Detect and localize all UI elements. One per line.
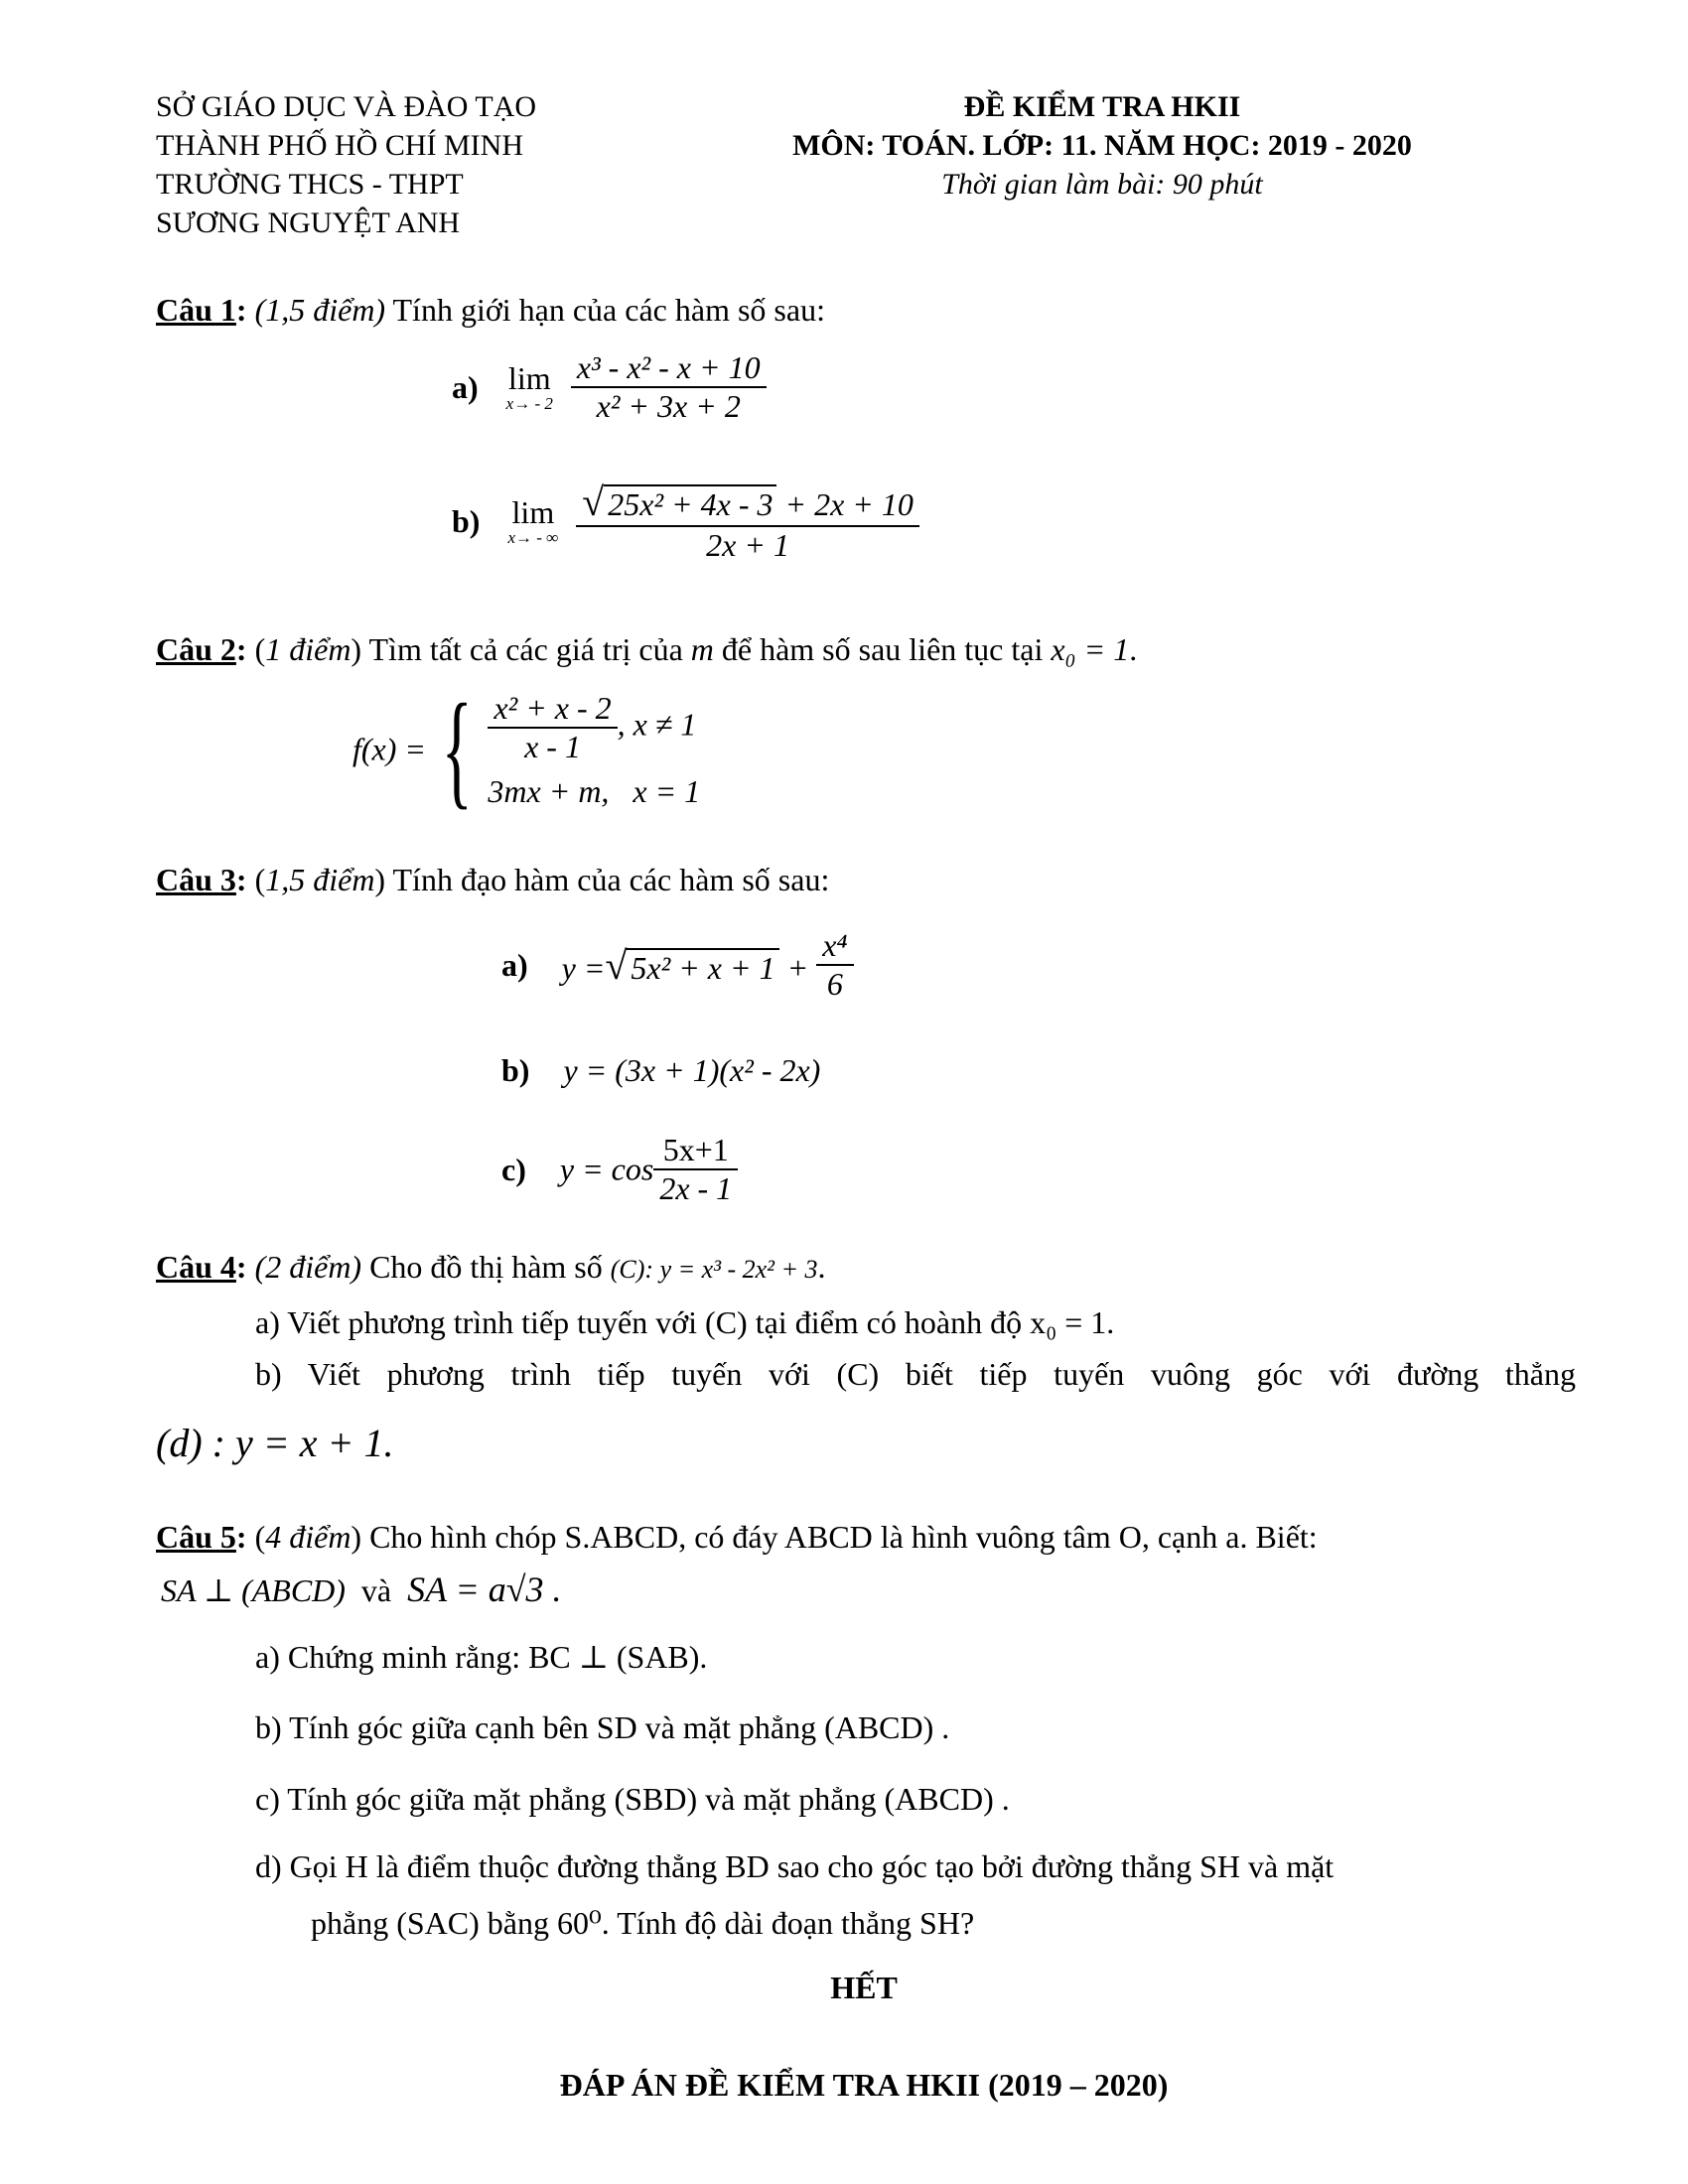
q1-b-label: b) xyxy=(452,502,481,539)
q2-case2: 3mx + m, xyxy=(488,772,610,809)
q5-given-and: và xyxy=(360,1572,392,1608)
q5-label: Câu 5 xyxy=(156,1519,236,1555)
q5-part-d-line1: d) Gọi H là điểm thuộc đường thẳng BD sao cho góc tạo bởi đường thẳng SH và mặt xyxy=(255,1848,1335,1884)
question-4: Câu 4: (2 điểm) Cho đồ thị hàm số (C): y = x³ - 2x² + 3. xyxy=(156,1249,826,1285)
q2-point: x₀ = 1 xyxy=(1051,631,1130,667)
question-5: Câu 5: (4 điểm) Cho hình chóp S.ABCD, có đáy ABCD là hình vuông tâm O, cạnh a. Biết: xyxy=(156,1519,1318,1555)
header-line-4: SƯƠNG NGUYỆT ANH xyxy=(156,206,461,239)
q5-part-a: a) Chứng minh rằng: BC ⊥ (SAB). xyxy=(255,1639,708,1675)
q1-a-denominator: x² + 3x + 2 xyxy=(571,386,767,425)
q3-a-sqrt: 5x² + x + 1 xyxy=(627,948,778,986)
question-3: Câu 3: (1,5 điểm) Tính đạo hàm của các hàm số sau: xyxy=(156,862,830,897)
q5-given xyxy=(161,1569,562,1610)
q3-part-a: a) y =√ 5x² + x + 1 + $\frac{\text{x⁴}}{6}$ xyxy=(501,927,854,1003)
q1-label: Câu 1 xyxy=(156,292,236,328)
q2-case1-fraction xyxy=(488,690,617,765)
q3-c-label: c) xyxy=(501,1151,526,1187)
q3-c-den: 2x - 1 xyxy=(653,1168,738,1207)
q3-a-frac-den: 6 xyxy=(816,964,853,1003)
q5-points: 4 điểm xyxy=(265,1519,352,1555)
q2-piecewise xyxy=(352,678,701,821)
q2-fx: f(x) = xyxy=(352,731,426,767)
exam-subject: MÔN: TOÁN. LỚP: 11. NĂM HỌC: 2019 - 2020 xyxy=(792,129,1412,162)
q1-text: Tính giới hạn của các hàm số sau: xyxy=(392,292,825,328)
q5-given-1: SA ⊥ (ABCD) xyxy=(161,1572,346,1608)
q1-a-fraction xyxy=(571,349,767,425)
q1-part-b xyxy=(452,478,919,564)
header-line-1: SỞ GIÁO DỤC VÀ ĐÀO TẠO xyxy=(156,90,537,123)
q3-text: Tính đạo hàm của các hàm số sau: xyxy=(392,862,830,897)
q4-part-a: a) Viết phương trình tiếp tuyến với (C) tại điểm có hoành độ x₀ = 1. xyxy=(255,1304,1115,1340)
q1-b-fraction: $\frac{\text{√ 25x² + 4x - 3 + 2x + 10}}{2x + 1}$ xyxy=(576,478,919,564)
q5-part-b: b) Tính góc giữa cạnh bên SD và mặt phẳng (ABCD) . xyxy=(255,1709,950,1745)
q3-a-plus: + xyxy=(786,949,809,986)
q3-a-lhs: y = xyxy=(561,949,606,986)
q3-part-b xyxy=(501,1052,820,1089)
q2-case2-cond: x = 1 xyxy=(633,772,701,809)
q4-curve: (C): y = x³ - 2x² + 3 xyxy=(610,1255,818,1284)
header-line-3: TRƯỜNG THCS - THPT xyxy=(156,168,464,201)
q1-b-denominator: 2x + 1 xyxy=(576,525,919,564)
q4-points: (2 điểm) xyxy=(254,1249,362,1285)
exam-title: ĐỀ KIỂM TRA HKII xyxy=(963,90,1241,123)
q3-label: Câu 3 xyxy=(156,862,236,897)
exam-time: Thời gian làm bài: 90 phút xyxy=(941,168,1263,201)
q4-label: Câu 4 xyxy=(156,1249,236,1285)
q4-line-d: (d) : y = x + 1. xyxy=(156,1421,394,1465)
q2-var: m xyxy=(690,631,714,667)
q3-c-num: 5x+1 xyxy=(662,1132,729,1167)
q2-label: Câu 2 xyxy=(156,631,236,667)
q1-a-limit-sub: x→ - 2 xyxy=(505,394,553,413)
question-1: Câu 1: (1,5 điểm) Tính giới hạn của các hàm số sau: xyxy=(156,292,825,328)
answer-title: ĐÁP ÁN ĐỀ KIỂM TRA HKII (2019 – 2020) xyxy=(559,2067,1169,2103)
q1-points: (1,5 điểm) xyxy=(254,292,386,328)
q4-text: Cho đồ thị hàm số xyxy=(369,1249,603,1285)
q3-part-c xyxy=(501,1132,738,1207)
q1-b-num-rest: + 2x + 10 xyxy=(784,486,914,522)
q3-a-label: a) xyxy=(501,946,528,983)
q1-b-limit: lim x→ - ∞ xyxy=(507,494,559,547)
end-marker: HẾT xyxy=(830,1970,898,2005)
q2-case1-den: x - 1 xyxy=(488,727,617,765)
exam-header xyxy=(755,87,1450,204)
q1-b-sqrt: 25x² + 4x - 3 xyxy=(604,484,776,522)
q5-text: Cho hình chóp S.ABCD, có đáy ABCD là hình vuông tâm O, cạnh a. Biết: xyxy=(369,1519,1318,1555)
q4-part-b: b) Viết phương trình tiếp tuyến với (C) biết tiếp tuyến vuông góc với đường thẳng xyxy=(255,1356,1576,1392)
q3-points: 1,5 điểm xyxy=(265,862,375,897)
q5-part-c: c) Tính góc giữa mặt phẳng (SBD) và mặt phẳng (ABCD) . xyxy=(255,1781,1010,1817)
q2-case1-cond: , x ≠ 1 xyxy=(617,705,697,742)
q1-a-label: a) xyxy=(452,368,479,405)
q3-a-fraction xyxy=(816,927,853,1003)
q1-a-numerator: x³ - x² - x + 10 xyxy=(576,349,761,385)
q3-c-lhs: y = cos xyxy=(559,1151,654,1187)
q2-text-after: để hàm số sau liên tục tại xyxy=(721,631,1044,667)
q3-b-label: b) xyxy=(501,1052,530,1088)
q3-b-expr: y = (3x + 1)(x² - 2x) xyxy=(563,1052,821,1088)
q1-b-limit-sub: x→ - ∞ xyxy=(507,528,559,547)
q2-points: 1 điểm xyxy=(265,631,352,667)
q2-case1-num: x² + x - 2 xyxy=(493,689,612,726)
q3-c-fraction xyxy=(653,1132,738,1207)
question-2: Câu 2: (1 điểm) Tìm tất cả các giá trị của m để hàm số sau liên tục tại x₀ = 1. xyxy=(156,631,1138,667)
school-header xyxy=(156,87,536,242)
q5-part-d-line2: phẳng (SAC) bằng 60⁰. Tính độ dài đoạn thẳng SH? xyxy=(311,1905,975,1941)
q1-a-limit: lim x→ - 2 xyxy=(505,360,553,413)
q1-part-a xyxy=(452,349,767,425)
q3-a-frac-num: x⁴ xyxy=(822,927,848,963)
q5-given-2: SA = a√3 . xyxy=(407,1570,562,1609)
q2-text-before: Tìm tất cả các giá trị của xyxy=(368,631,683,667)
left-brace-icon: { xyxy=(441,678,473,821)
header-line-2: THÀNH PHỐ HỒ CHÍ MINH xyxy=(156,129,523,162)
